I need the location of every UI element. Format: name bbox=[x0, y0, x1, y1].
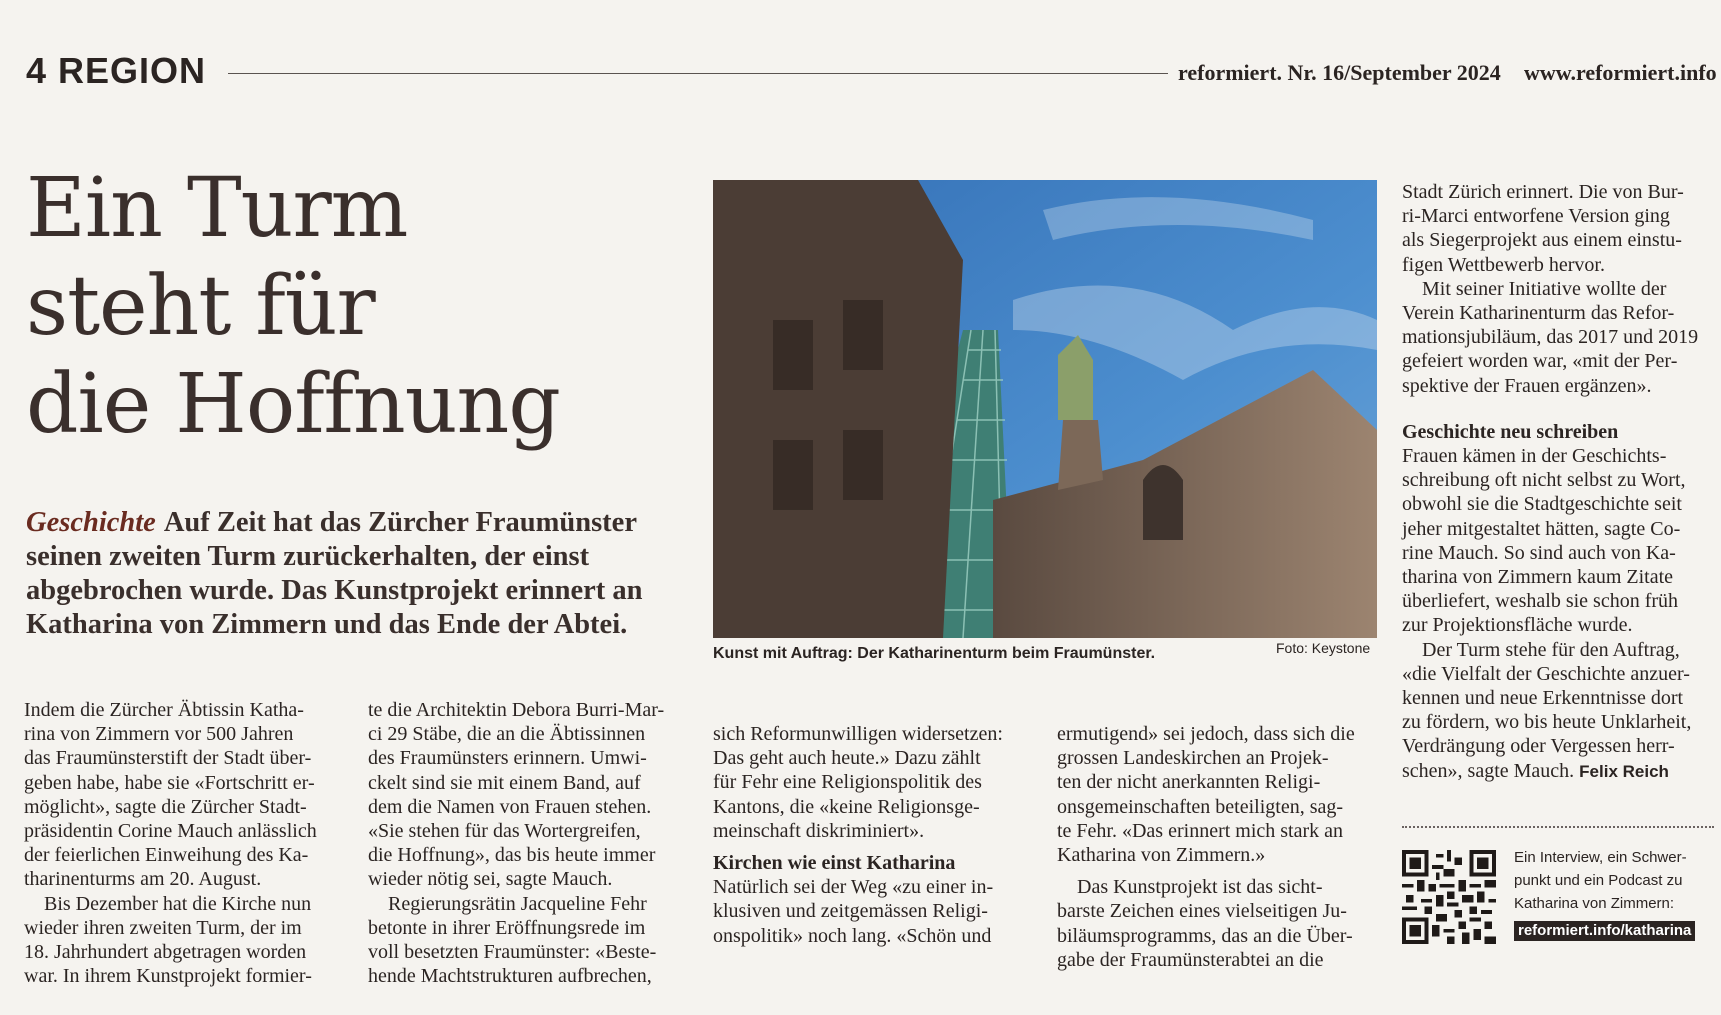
promo-line: Ein Interview, ein Schwer- bbox=[1514, 849, 1687, 866]
text-line: onspolitik» noch lang. «Schön und bbox=[713, 924, 992, 947]
text-line: grossen Landeskirchen an Projek- bbox=[1057, 747, 1329, 770]
photo-illustration bbox=[713, 180, 1377, 638]
photo-caption: Kunst mit Auftrag: Der Katharinenturm beim Fraumünster. bbox=[713, 645, 1156, 662]
text-line: Kantons, die «keine Religionsge- bbox=[713, 795, 980, 818]
article-lead bbox=[26, 506, 706, 642]
text-line: rina von Zimmern vor 500 Jahren bbox=[24, 723, 294, 746]
text-line: war. In ihrem Kunstprojekt formier- bbox=[24, 965, 312, 988]
text-line: kennen und neue Erkenntnisse dort bbox=[1402, 687, 1684, 710]
text-line: der feierlichen Einweihung des Ka- bbox=[24, 844, 309, 867]
text-line: spektive der Frauen ergänzen». bbox=[1402, 374, 1652, 397]
text-column-3 bbox=[713, 722, 1043, 948]
headline-line: die Hoffnung bbox=[26, 357, 560, 452]
text-line: hende Machtstrukturen aufbrechen, bbox=[368, 965, 652, 988]
text-line: tharina von Zimmern kaum Zitate bbox=[1402, 566, 1674, 589]
text-line: meinschaft diskriminiert». bbox=[713, 819, 925, 842]
text-line: wieder nötig sei, sagte Mauch. bbox=[368, 868, 613, 891]
text-line: Verein Katharinenturm das Refor- bbox=[1402, 302, 1675, 325]
subheading: Kirchen wie einst Katharina bbox=[713, 852, 956, 875]
text-line: rine Mauch. So sind auch von Ka- bbox=[1402, 541, 1676, 564]
text-line: zu fördern, wo bis heute Unklarheit, bbox=[1402, 711, 1692, 734]
text-line: ri-Marci entworfene Version ging bbox=[1402, 205, 1670, 228]
text-line: geben habe, habe sie «Fortschritt er- bbox=[24, 771, 315, 794]
text-line: obwohl sie die Stadtgeschichte seit bbox=[1402, 493, 1682, 516]
text-line: gabe der Fraumünsterabtei an die bbox=[1057, 948, 1324, 971]
text-line: 18. Jahrhundert abgetragen worden bbox=[24, 941, 307, 964]
promo-line: punkt und ein Podcast zu bbox=[1514, 872, 1683, 889]
text-line: te die Architektin Debora Burri-Mar- bbox=[368, 699, 665, 721]
text-column-2 bbox=[368, 698, 698, 988]
promo-link[interactable]: reformiert.info/katharina bbox=[1514, 921, 1695, 941]
text-line: Natürlich sei der Weg «zu einer in- bbox=[713, 876, 994, 899]
text-line: voll besetzten Fraumünster: «Beste- bbox=[368, 941, 657, 964]
author-signature: Felix Reich bbox=[1579, 761, 1669, 781]
lead-line: seinen zweiten Turm zurückerhalten, der einst bbox=[26, 541, 590, 572]
text-line: Regierungsrätin Jacqueline Fehr bbox=[388, 892, 647, 915]
text-line: Bis Dezember hat die Kirche nun bbox=[44, 892, 312, 915]
text-column-1 bbox=[24, 698, 354, 988]
headline-line: Ein Turm bbox=[26, 161, 408, 256]
promo-divider bbox=[1402, 826, 1714, 828]
text-line: ermutigend» sei jedoch, dass sich die bbox=[1057, 723, 1355, 745]
qr-code-graphic bbox=[1402, 850, 1496, 944]
header-rule bbox=[228, 73, 1168, 74]
lead-line: Katharina von Zimmern und das Ende der Abtei. bbox=[26, 609, 628, 640]
text-line: Katharina von Zimmern.» bbox=[1057, 844, 1266, 867]
text-line: zur Projektionsfläche wurde. bbox=[1402, 614, 1633, 637]
building-left bbox=[713, 180, 963, 638]
text-line: te Fehr. «Das erinnert mich stark an bbox=[1057, 819, 1344, 842]
text-line: für Fehr eine Religionspolitik des bbox=[713, 771, 982, 794]
text-line: Frauen kämen in der Geschichts- bbox=[1402, 445, 1667, 468]
text-line: Der Turm stehe für den Auftrag, bbox=[1422, 638, 1680, 661]
text-line: überliefert, weshalb sie schon früh bbox=[1402, 590, 1679, 613]
text-line: ten der nicht anerkannten Religi- bbox=[1057, 771, 1321, 794]
text-line: ckelt sind sie mit einem Band, auf bbox=[368, 771, 641, 794]
text-line: Mit seiner Initiative wollte der bbox=[1422, 277, 1667, 300]
text-line: tharinenturms am 20. August. bbox=[24, 868, 262, 891]
text-line: klusiven und zeitgemässen Religi- bbox=[713, 900, 988, 923]
text-line: barste Zeichen eines vielseitigen Ju- bbox=[1057, 900, 1347, 923]
text-line: als Siegerprojekt aus einem einstu- bbox=[1402, 229, 1682, 252]
text-line: «Sie stehen für das Wortergreifen, bbox=[368, 820, 641, 843]
text-line-last bbox=[1402, 759, 1721, 784]
promo-box bbox=[1514, 846, 1695, 942]
text-line: figen Wettbewerb hervor. bbox=[1402, 253, 1605, 276]
text-line: ci 29 Stäbe, die an die Äbtissinnen bbox=[368, 723, 646, 746]
issue-info: reformiert. Nr. 16/September 2024 bbox=[1178, 60, 1501, 85]
text-column-5 bbox=[1402, 180, 1721, 784]
text-line: schreibung oft nicht selbst zu Wort, bbox=[1402, 469, 1686, 492]
text-column-4 bbox=[1057, 722, 1387, 972]
text-line: biläumsprogramms, das an die Über- bbox=[1057, 924, 1353, 947]
text-line: betonte in ihrer Eröffnungsrede im bbox=[368, 916, 646, 939]
section-label: 4 REGION bbox=[26, 50, 207, 91]
text-line: die Hoffnung», das bis heute immer bbox=[368, 844, 656, 867]
promo-line: Katharina von Zimmern: bbox=[1514, 895, 1675, 912]
text-line: schen», sagte Mauch. bbox=[1402, 759, 1575, 782]
text-line: Das geht auch heute.» Dazu zählt bbox=[713, 747, 981, 770]
text-line: Das Kunstprojekt ist das sicht- bbox=[1077, 876, 1323, 899]
subheading: Geschichte neu schreiben bbox=[1402, 420, 1619, 443]
text-line: wieder ihren zweiten Turm, der im bbox=[24, 916, 302, 939]
text-line: das Fraumünsterstift der Stadt über- bbox=[24, 747, 312, 770]
text-line: möglicht», sagte die Zürcher Stadt- bbox=[24, 795, 307, 818]
kicker: Geschichte bbox=[26, 507, 156, 538]
article-photo bbox=[713, 180, 1377, 638]
text-line: onsgemeinschaften beteiligten, sag- bbox=[1057, 795, 1344, 818]
lead-line: Auf Zeit hat das Zürcher Fraumünster bbox=[163, 507, 637, 538]
text-line: des Fraumünsters erinnern. Umwi- bbox=[368, 747, 647, 770]
photo-credit: Foto: Keystone bbox=[1276, 640, 1371, 656]
lead-line: abgebrochen wurde. Das Kunstprojekt erinnert an bbox=[26, 575, 643, 606]
text-line: präsidentin Corine Mauch anlässlich bbox=[24, 820, 317, 843]
text-line: mationsjubiläum, das 2017 und 2019 bbox=[1402, 326, 1699, 349]
text-line: «die Vielfalt der Geschichte anzuer- bbox=[1402, 662, 1690, 685]
text-line: jeher mitgestaltet hätten, sagte Co- bbox=[1402, 517, 1681, 540]
church-window bbox=[1143, 465, 1183, 540]
article-headline bbox=[26, 160, 686, 454]
church-tower bbox=[1058, 420, 1103, 490]
headline-line: steht für bbox=[26, 259, 375, 354]
text-line: Indem die Zürcher Äbtissin Katha- bbox=[24, 699, 304, 721]
text-line: sich Reformunwilligen widersetzen: bbox=[713, 723, 1003, 745]
text-line: Stadt Zürich erinnert. Die von Bur- bbox=[1402, 181, 1684, 203]
text-line: Verdrängung oder Vergessen herr- bbox=[1402, 735, 1675, 758]
text-line: gefeiert worden war, «mit der Per- bbox=[1402, 350, 1678, 373]
qr-code-icon[interactable] bbox=[1402, 850, 1496, 944]
text-line: dem die Namen von Frauen stehen. bbox=[368, 795, 652, 818]
website-url: www.reformiert.info bbox=[1524, 60, 1717, 85]
